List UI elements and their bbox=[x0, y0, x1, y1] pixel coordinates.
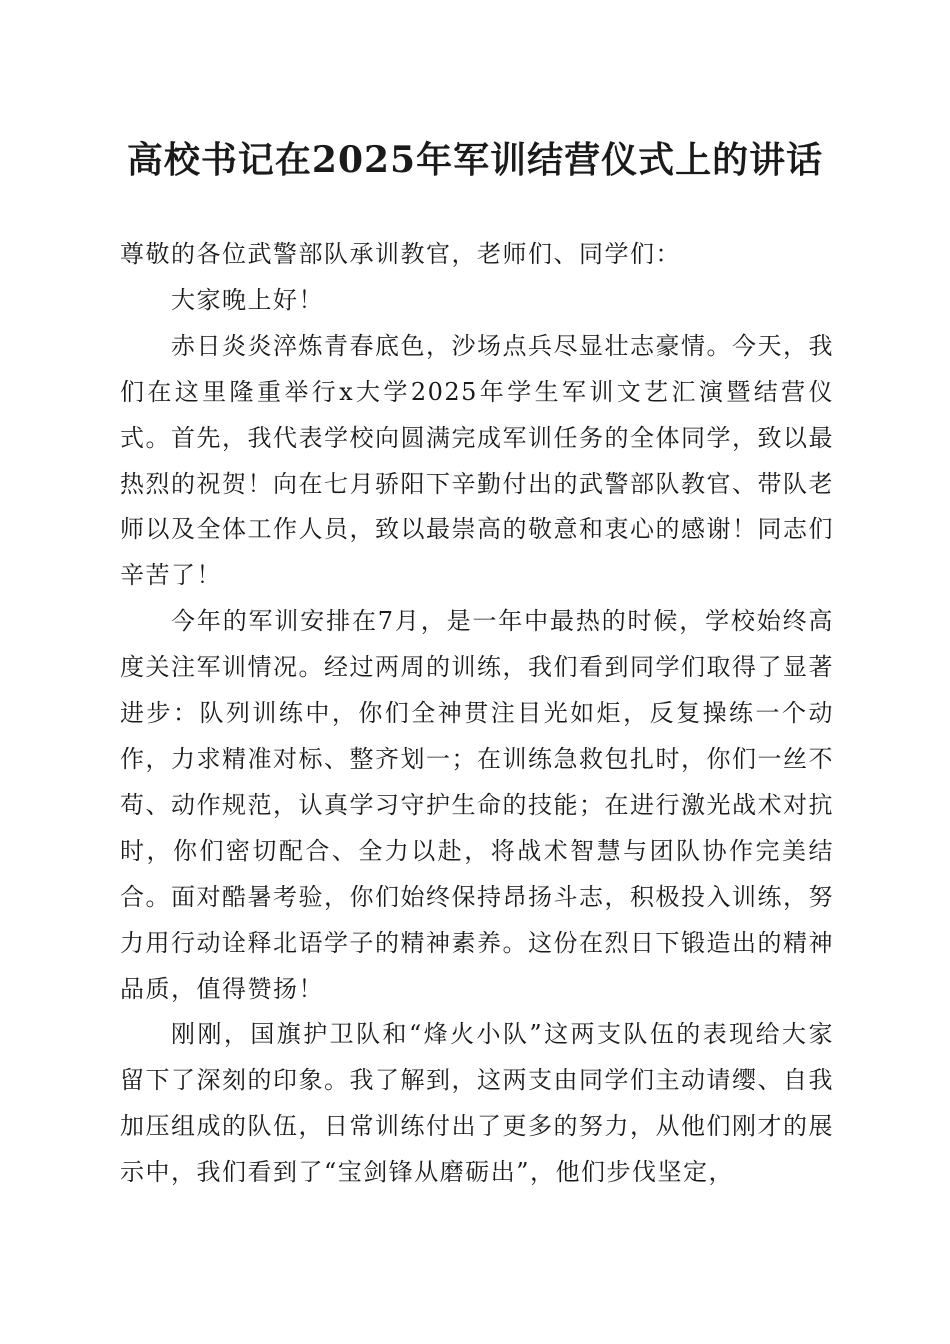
greeting: 大家晚上好！ bbox=[171, 285, 324, 314]
paragraph-3: 刚刚，国旗护卫队和“烽火小队”这两支队伍的表现给大家留下了深刻的印象。我了解到，这两支由同学们主动请缨、自我加压组成的队伍，日常训练付出了更多的努力，从他们刚才的展示中，我们看到了“宝剑锋从磨砺出”，他们步伐坚定， bbox=[120, 1020, 834, 1187]
salutation: 尊敬的各位武警部队承训教官，老师们、同学们： bbox=[120, 240, 681, 268]
document-body bbox=[120, 232, 834, 1196]
document-title: 高校书记在2025年军训结营仪式上的讲话 bbox=[126, 139, 824, 181]
paragraph-2: 今年的军训安排在7月，是一年中最热的时候，学校始终高度关注军训情况。经过两周的训练，我们看到同学们取得了显著进步：队列训练中，你们全神贯注目光如炬，反复操练一个动作，力求精准对标、整齐划一；在训练急救包扎时，你们一丝不苟、动作规范，认真学习守护生命的技能；在进行激光战术对抗时，你们密切配合、全力以赴，将战术智慧与团队协作完美结合。面对酷暑考验，你们始终保持昂扬斗志，积极投入训练，努力用行动诠释北语学子的精神素养。这份在烈日下锻造出的精神品质，值得赞扬！ bbox=[120, 607, 834, 1003]
paragraph-1: 赤日炎炎淬炼青春底色，沙场点兵尽显壮志豪情。今天，我们在这里隆重举行x大学2025年学生军训文艺汇演暨结营仪式。首先，我代表学校向圆满完成军训任务的全体同学，致以最热烈的祝贺！向在七月骄阳下辛勤付出的武警部队教官、带队老师以及全体工作人员，致以最崇高的敬意和衷心的感谢！同志们辛苦了！ bbox=[120, 331, 834, 590]
